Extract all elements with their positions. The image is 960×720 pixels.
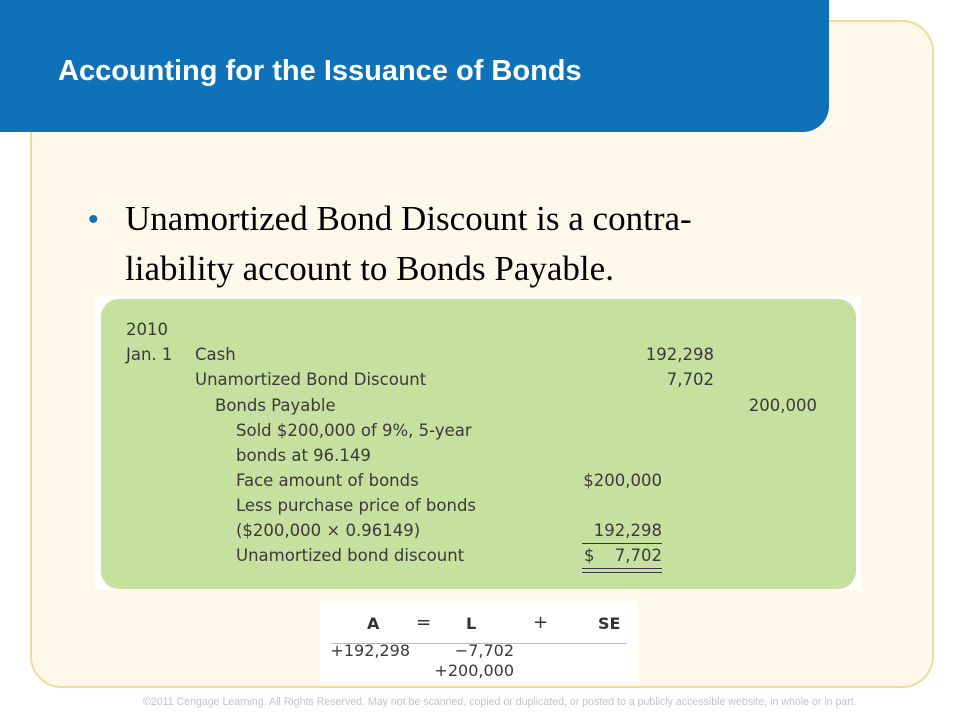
equation-header-liabilities: L — [466, 614, 477, 633]
credit-bonds-payable: 200,000 — [748, 396, 817, 415]
debit-cash: 192,298 — [645, 345, 714, 364]
calc-dollar-sign: $ — [584, 546, 595, 565]
debit-bond-discount: 7,702 — [666, 370, 714, 389]
equation-plus: + — [533, 612, 549, 633]
explanation-line-1: Sold $200,000 of 9%, 5-year — [236, 421, 472, 440]
slide-title: Accounting for the Issuance of Bonds — [58, 55, 582, 87]
equation-assets-value: +192,298 — [330, 641, 410, 660]
copyright-footer: ©2011 Cengage Learning. All Rights Reserved. May not be scanned, copied or duplicated, or posted to a publicly accessible website, in whole or in part. — [143, 696, 857, 708]
account-bonds-payable: Bonds Payable — [215, 396, 336, 415]
bullet-line-1: Unamortized Bond Discount is a contra- — [125, 199, 692, 238]
title-banner — [0, 0, 829, 132]
explanation-line-3: Face amount of bonds — [236, 471, 419, 490]
calc-underline — [582, 543, 662, 544]
account-unamortized-bond-discount: Unamortized Bond Discount — [195, 370, 427, 389]
bullet-line-2: liability account to Bonds Payable. — [125, 249, 614, 288]
equation-equals: = — [416, 612, 432, 633]
bullet-text — [125, 194, 825, 294]
explanation-line-2: bonds at 96.149 — [236, 446, 371, 465]
calc-purchase-price: 192,298 — [593, 521, 662, 540]
calc-face-amount: $200,000 — [583, 471, 662, 490]
calc-discount: 7,702 — [614, 546, 662, 565]
equation-liabilities-value-2: +200,000 — [434, 661, 514, 680]
explanation-line-5: ($200,000 × 0.96149) — [236, 521, 421, 540]
bullet-dot-icon: • — [88, 203, 99, 236]
equation-header-assets: A — [367, 614, 380, 633]
explanation-line-6: Unamortized bond discount — [236, 546, 465, 565]
calc-double-underline-bottom — [582, 572, 662, 573]
account-cash: Cash — [195, 345, 236, 364]
journal-date: Jan. 1 — [126, 345, 173, 364]
explanation-line-4: Less purchase price of bonds — [236, 496, 477, 515]
calc-double-underline-top — [582, 568, 662, 569]
journal-year: 2010 — [126, 320, 168, 339]
equation-liabilities-value-1: −7,702 — [454, 641, 514, 660]
equation-header-equity: SE — [598, 614, 621, 633]
journal-entry-box — [101, 299, 856, 589]
